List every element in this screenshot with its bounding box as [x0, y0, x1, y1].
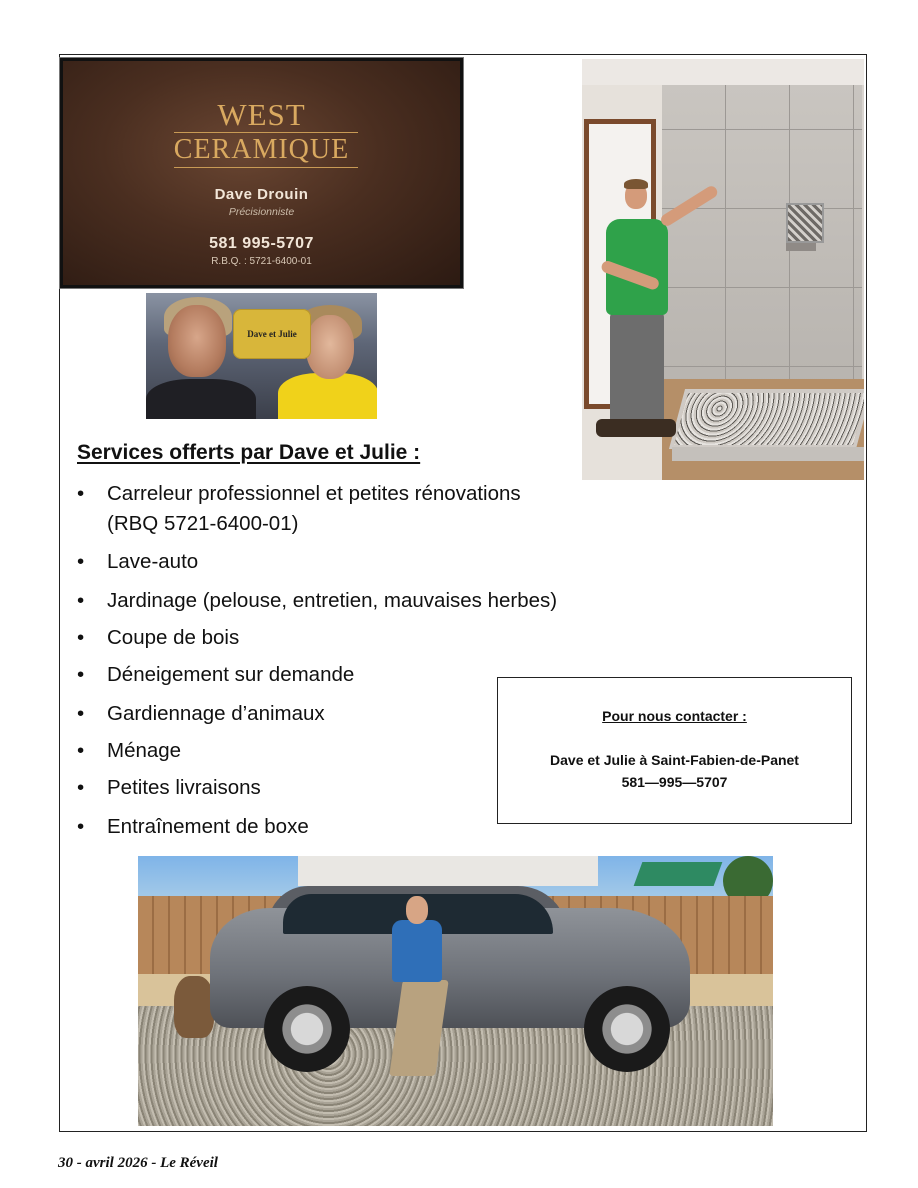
niche-shelf: [786, 243, 816, 251]
background-house: [298, 856, 598, 886]
service-text: Coupe de bois: [107, 626, 240, 649]
man-legs: [610, 313, 664, 425]
bullet: •: [77, 702, 85, 725]
bullet: •: [77, 550, 85, 573]
man-shoes: [596, 419, 676, 437]
services-heading: Services offerts par Dave et Julie :: [77, 441, 421, 464]
man-hair: [624, 179, 648, 189]
service-text: Lave-auto: [107, 550, 199, 573]
shower-photo: [582, 59, 864, 480]
service-text: Carreleur professionnel et petites rénovations: [107, 482, 521, 505]
bullet: •: [77, 776, 85, 799]
card-rbq: R.B.Q. : 5721-6400-01: [211, 256, 312, 267]
business-card-image: [60, 58, 463, 288]
car-wheel-front: [264, 986, 350, 1072]
green-roof: [634, 862, 723, 886]
couple-label: Dave et Julie: [233, 309, 311, 359]
card-name: Dave Drouin: [214, 186, 309, 203]
person-right-face: [306, 315, 354, 379]
card-brand-line2: CERAMIQUE: [173, 134, 350, 165]
couple-photo: [146, 293, 377, 419]
person-left-face: [168, 305, 226, 377]
contact-title: Pour nous contacter :: [602, 708, 747, 724]
service-text: (RBQ 5721-6400-01): [107, 512, 299, 535]
bullet: •: [77, 626, 85, 649]
dog: [174, 976, 214, 1038]
service-text: Entraînement de boxe: [107, 815, 309, 838]
contact-names-location: Dave et Julie à Saint-Fabien-de-Panet: [550, 752, 799, 768]
card-role: Précisionniste: [228, 206, 295, 218]
shower-curb: [672, 447, 864, 461]
mosaic-niche: [786, 203, 824, 243]
service-text: Ménage: [107, 739, 182, 762]
card-phone: 581 995-5707: [209, 235, 314, 252]
service-text: Jardinage (pelouse, entretien, mauvaises herbes): [107, 589, 558, 612]
ceiling: [582, 59, 864, 85]
contact-phone: 581—995—5707: [621, 774, 728, 790]
car-photo: [138, 856, 773, 1126]
page-footer: 30 - avril 2026 - Le Réveil: [58, 1155, 218, 1171]
pebble-shower-pan: [669, 389, 864, 449]
car-wheel-rear: [584, 986, 670, 1072]
person-left-body: [146, 379, 256, 419]
bullet: •: [77, 589, 85, 612]
service-text: Gardiennage d’animaux: [107, 702, 325, 725]
service-text: Déneigement sur demande: [107, 663, 355, 686]
card-divider-bottom: [174, 167, 358, 168]
bullet: •: [77, 739, 85, 762]
bullet: •: [77, 663, 85, 686]
person-right-body: [278, 373, 377, 419]
contact-box: [497, 677, 852, 824]
bullet: •: [77, 482, 85, 505]
card-divider-top: [174, 132, 358, 133]
card-brand-line1: WEST: [217, 97, 306, 132]
service-text: Petites livraisons: [107, 776, 261, 799]
bullet: •: [77, 815, 85, 838]
man-head: [406, 896, 428, 924]
man-blue-shirt: [392, 920, 442, 982]
